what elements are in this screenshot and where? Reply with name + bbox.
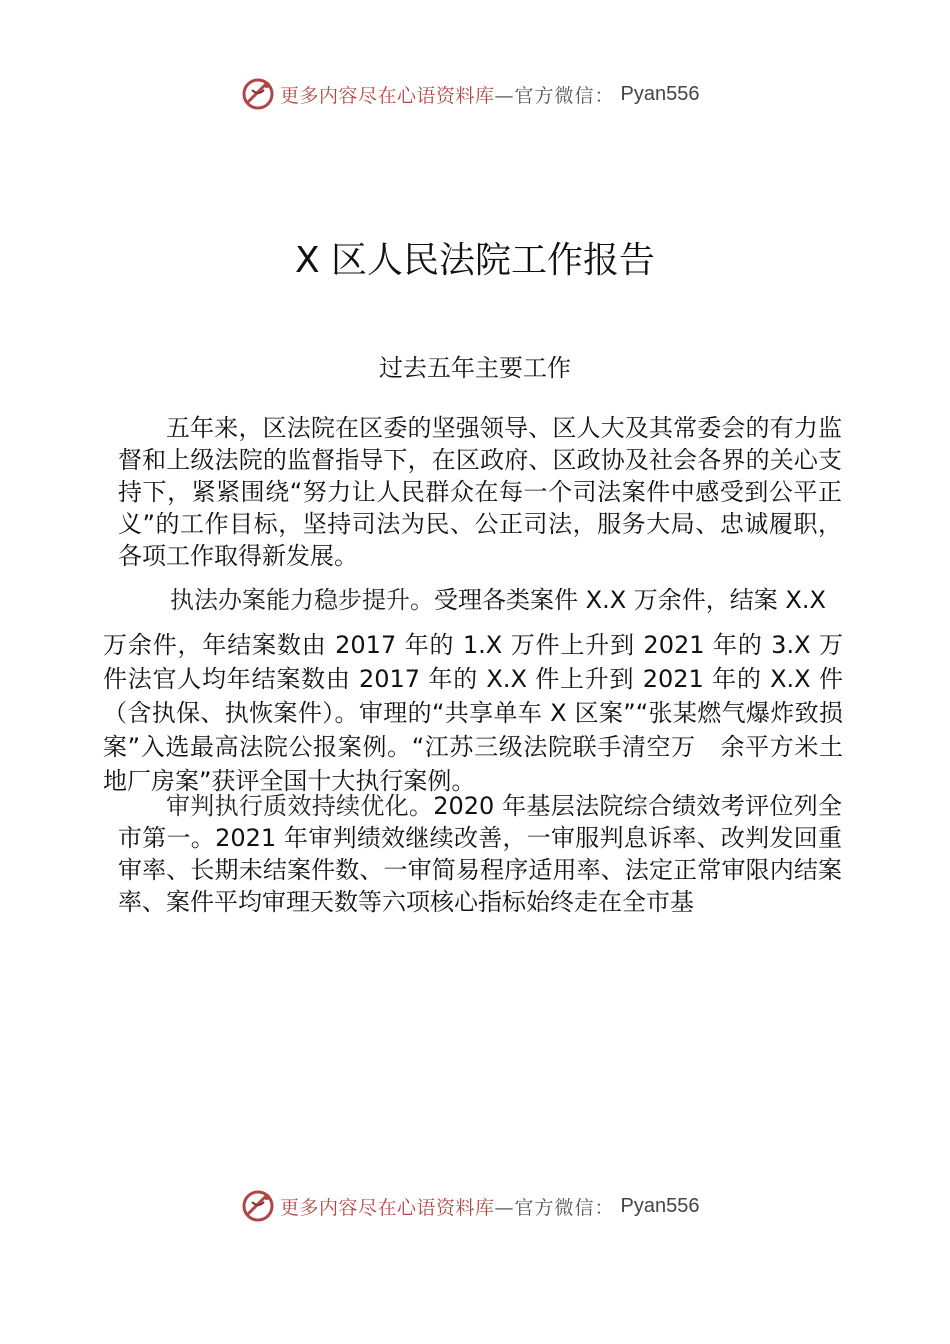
banner-wechat-label: —官方微信： [494,1196,615,1219]
banner-wechat-id: Pyan556 [620,1194,700,1217]
paragraph-text: 万余件，年结案数由 2017 年的 1.X 万件上升到 2021 年的 3.X 万件法官人均年结案数由 2017 年的 X.X 件上升到 2021 年的 X.X 件（含执保、执恢案件）。审理的“共享单车 X 区案”“张某燃气爆炸致损案”入选最高法院公报案例。“江苏三级法院联手清空万 余平方米土地厂房案”获评全国十大执行案例。 [103,631,843,795]
paragraph-text: 受理各类案件 X.X 万余件，结案 X.X [434,586,826,614]
brand-logo-icon [240,1188,276,1224]
banner-wechat-label: —官方微信： [494,84,615,107]
header-banner [0,70,950,114]
document-title: X 区人民法院工作报告 [294,240,656,281]
section-heading: 过去五年主要工作 [379,354,571,382]
paragraph-lead-phrase: 审判执行质效持续优化。 [166,792,434,820]
footer-banner [0,1182,950,1226]
paragraph-lead-phrase: 执法办案能力稳步提升。 [170,586,434,614]
banner-wechat-id: Pyan556 [620,82,700,105]
paragraph-trial-quality [118,790,842,918]
paragraph-intro [118,412,842,572]
brand-logo-icon [240,76,276,112]
banner-brand-text: 更多内容尽在心语资料库 [280,1196,495,1219]
paragraph-case-handling-first-line [170,584,842,616]
paragraph-text: 五年来，区法院在区委的坚强领导、区人大及其常委会的有力监督和上级法院的监督指导下，在区政府、区政协及社会各界的关心支持下，紧紧围绕“努力让人民群众在每一个司法案件中感受到公平正义”的工作目标，坚持司法为民、公正司法，服务大局、忠诚履职，各项工作取得新发展。 [118,414,842,570]
banner-brand-text: 更多内容尽在心语资料库 [280,84,495,107]
paragraph-text: 2020 年基层法院综合绩效考评位列全市第一。2021 年审判绩效继续改善，一审服判息诉率、改判发回重审率、长期未结案件数、一审简易程序适用率、法定正常审限内结案率、案件平均审理天数等六项核心指标始终走在全市基 [118,792,842,916]
paragraph-case-handling [103,628,843,798]
